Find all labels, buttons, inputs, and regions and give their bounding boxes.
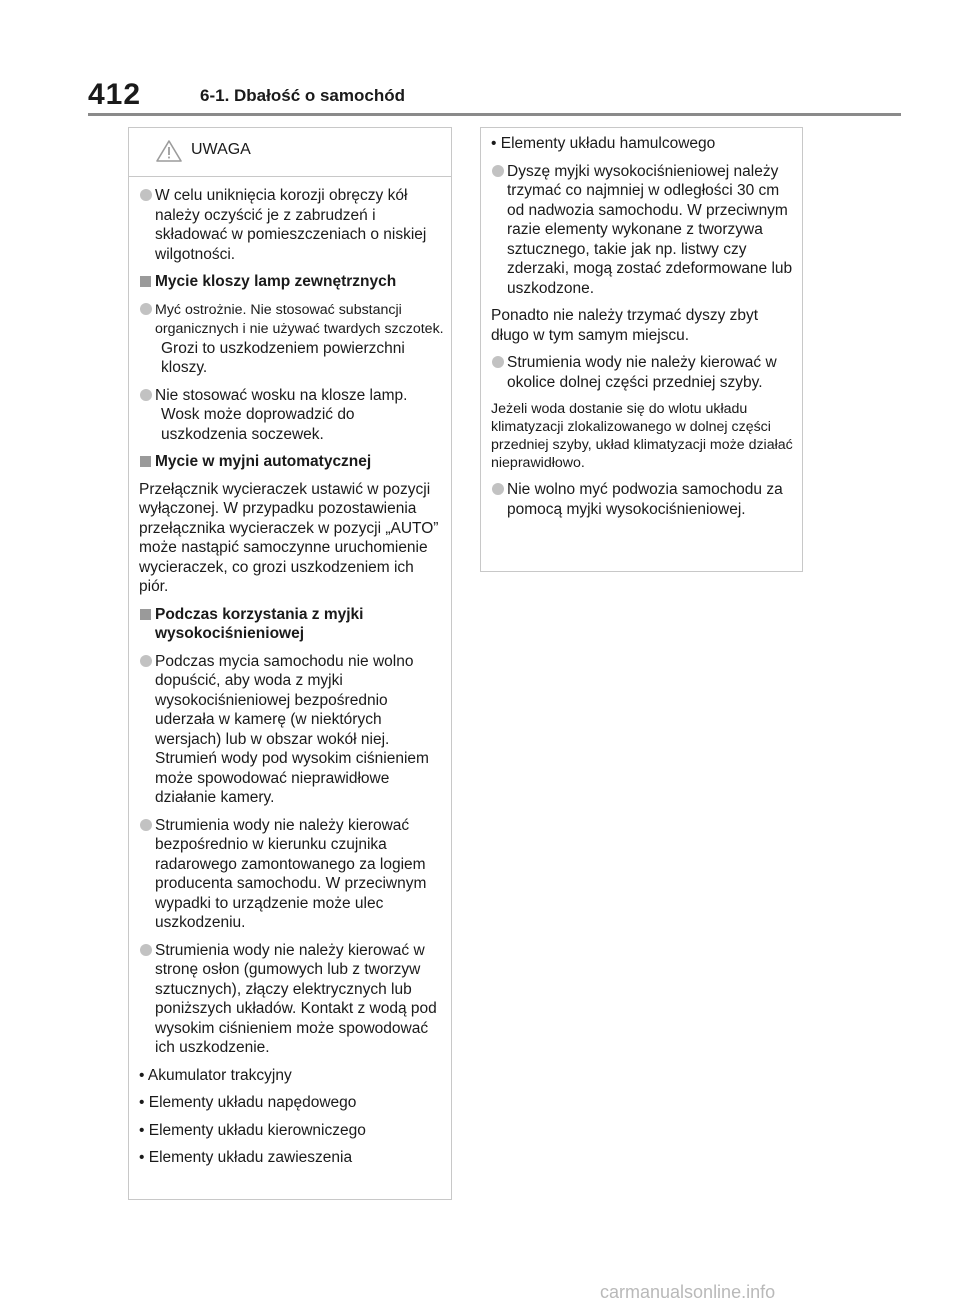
- warning-title: UWAGA: [191, 141, 251, 158]
- bullet-dot: [140, 303, 152, 315]
- corrosion-text: W celu uniknięcia korozji obręczy kół należy oczyścić je z zabrudzeń i składować w pomieszczeniach o niskiej wilgotności.: [155, 187, 427, 263]
- hp-item-2-text: Strumienia wody nie należy kierować bezpośrednio w kierunku czujnika radarowego zamontowanego za logiem producenta samochodu. W przeciwnym wypadki to urządzenie może ulec uszkodzeniu.: [155, 816, 427, 931]
- carwash-text: Przełącznik wycieraczek ustawić w pozycji wyłączonej. W przypadku pozostawienia przełącznika wycieraczek w pozycji „AUTO” może nastąpić samoczynne uruchomienie wycieraczek, co grozi uszkodzeniem ich piór.: [139, 480, 439, 595]
- nozzle-text-2: Ponadto nie należy trzymać dyszy zbyt długo w tym samym miejscu.: [491, 307, 759, 344]
- square-bullet: [140, 276, 151, 287]
- corrosion-item: [139, 186, 445, 264]
- lamps-heading: [139, 272, 445, 292]
- warning-content-right: [491, 134, 796, 527]
- square-bullet: [140, 456, 151, 467]
- nozzle-text: Dyszę myjki wysokociśnieniowej należy trzymać co najmniej w odległości 30 cm od nadwozia samochodu. W przeciwnym razie elementy wykonane z tworzywa sztucznego, takie jak np. listwy czy zderzaki, mogą zostać zdeformowane lub uszkodzone.: [507, 162, 793, 297]
- hp-item-1-text: Podczas mycia samochodu nie wolno dopuścić, aby woda z myjki wysokociśnieniowej bezpośrednio uderzała w kamerę (w niektórych wersjach) lub w obszar wokół niej. Strumień wody pod wysokim ciśnieniem może spowodować nieprawidłowe działanie kamery.: [155, 652, 429, 806]
- windshield-text: Strumienia wody nie należy kierować w okolice dolnej części przedniej szyby.: [507, 354, 777, 391]
- lamps-item-1: [139, 300, 445, 378]
- watermark: carmanualsonline.info: [600, 1282, 776, 1302]
- underbody-item: [491, 480, 796, 519]
- bullet-dot: [140, 189, 152, 201]
- header-rule: [88, 113, 901, 116]
- bullet-dot: [492, 356, 504, 368]
- list-item: • Elementy układu hamulcowego: [491, 135, 716, 152]
- carwash-heading: [139, 452, 445, 472]
- list-item: • Elementy układu kierowniczego: [139, 1121, 366, 1139]
- section-title: 6-1. Dbałość o samochód: [200, 86, 405, 105]
- bullet-dot: [492, 165, 504, 177]
- square-bullet: [140, 609, 151, 620]
- lamps-item-1-text: Myć ostrożnie. Nie stosować substancji organicznych i nie używać twardych szczotek.: [155, 301, 444, 337]
- list-item: • Elementy układu zawieszenia: [139, 1149, 353, 1166]
- warning-box-left: [128, 127, 452, 1200]
- hp-item-3: [139, 941, 445, 1058]
- windshield-note: Jeżeli woda dostanie się do wlotu układu klimatyzacji zlokalizowanego w dolnej części przedniej szyby, układ klimatyzacji może działać nieprawidłowo.: [491, 401, 793, 471]
- list-item: • Elementy układu napędowego: [139, 1094, 357, 1111]
- warning-triangle-icon: [156, 140, 182, 162]
- windshield-item: [491, 353, 796, 392]
- bullet-dot: [140, 389, 152, 401]
- list-item: • Akumulator trakcyjny: [139, 1066, 292, 1084]
- lamps-item-1-cont: Grozi to uszkodzeniem powierzchni kloszy.: [161, 339, 405, 376]
- bullet-dot: [140, 655, 152, 667]
- bullet-dot: [492, 483, 504, 495]
- bullet-dot: [140, 819, 152, 831]
- carwash-heading-text: Mycie w myjni automatycznej: [155, 453, 372, 470]
- underbody-text: Nie wolno myć podwozia samochodu za pomocą myjki wysokociśnieniowej.: [507, 481, 783, 518]
- warning-header: [129, 128, 451, 177]
- lamps-heading-text: Mycie kloszy lamp zewnętrznych: [155, 273, 397, 290]
- lamps-item-2-cont: Wosk może doprowadzić do uszkodzenia soczewek.: [161, 406, 355, 443]
- lamps-item-2: [139, 386, 445, 445]
- hp-heading: [139, 605, 445, 644]
- warning-box-right: [480, 127, 803, 572]
- lamps-item-2-text: Nie stosować wosku na klosze lamp.: [155, 386, 408, 404]
- hp-item-3-text: Strumienia wody nie należy kierować w stronę osłon (gumowych lub z tworzyw sztucznych), złączy elektrycznych lub poniższych układów. Kontakt z wodą pod wysokim ciśnieniem może spowodować ich uszkodzenie.: [155, 941, 437, 1056]
- hp-item-1: [139, 652, 445, 808]
- nozzle-item: [491, 162, 796, 299]
- bullet-dot: [140, 944, 152, 956]
- hp-item-2: [139, 816, 445, 933]
- hp-heading-text: Podczas korzystania z myjki wysokociśnieniowej: [155, 605, 364, 642]
- page-number: 412: [88, 78, 142, 111]
- warning-content-left: [139, 186, 445, 1176]
